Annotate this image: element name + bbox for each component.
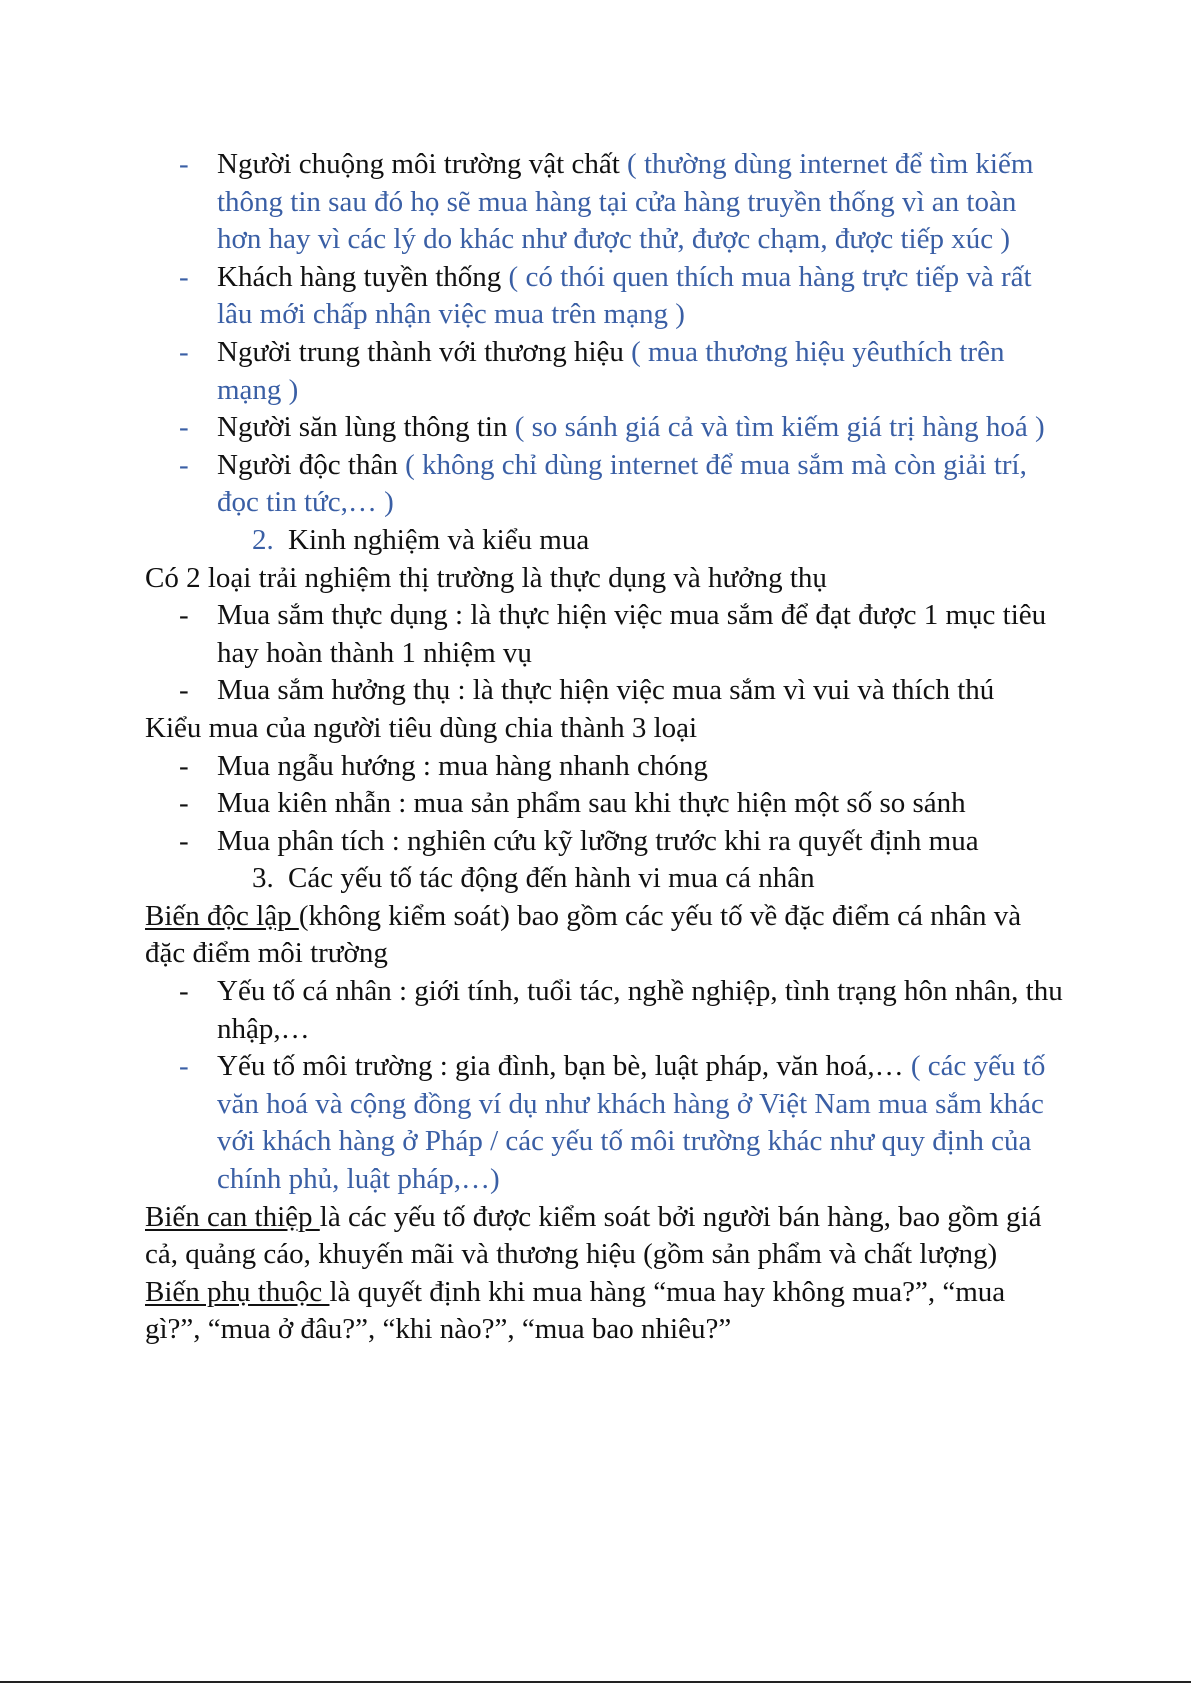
list-item <box>145 146 1065 259</box>
item-text: Người độc thân <box>217 448 406 481</box>
list-item <box>145 1048 1065 1198</box>
bullet-dash: - <box>179 674 189 707</box>
paragraph: Có 2 loại trải nghiệm thị trường là thực dụng và hưởng thụ <box>145 561 827 594</box>
term-underlined: Biến độc lập <box>145 899 299 932</box>
term-definition: là quyết định khi mua hàng “mua hay không mua?”, “mua gì?”, “mua ở đâu?”, “khi nào?”, “mua bao nhiêu?” <box>145 1275 1006 1346</box>
heading-text: Kinh nghiệm và kiểu mua <box>288 523 590 556</box>
bullet-dash: - <box>179 411 189 444</box>
bullet-dash: - <box>179 1050 189 1083</box>
item-text: Người săn lùng thông tin <box>217 411 515 444</box>
item-text: Người chuộng môi trường vật chất <box>217 148 628 180</box>
term-definition: (không kiểm soát) bao gồm các yếu tố về đặc điểm cá nhân và đặc điểm môi trường <box>145 899 1022 970</box>
paragraph: Kiểu mua của người tiêu dùng chia thành 3 loại <box>145 711 698 744</box>
bullet-dash: - <box>179 335 189 368</box>
heading-number: 3. <box>252 862 274 895</box>
item-note: ( so sánh giá cả và tìm kiếm giá trị hàng hoá ) <box>514 411 1045 444</box>
item-text: Mua ngẫu hướng : mua hàng nhanh chóng <box>217 749 708 782</box>
bullet-dash: - <box>179 975 189 1008</box>
item-note: ( có thói quen thích mua hàng trực tiếp và rất lâu mới chấp nhận việc mua trên mạng ) <box>217 260 1032 331</box>
item-text: Mua kiên nhẫn : mua sản phẩm sau khi thực hiện một số so sánh <box>217 787 966 820</box>
item-text: Mua phân tích : nghiên cứu kỹ lưỡng trước khi ra quyết định mua <box>217 824 979 857</box>
paragraph <box>145 898 1065 973</box>
term-underlined: Biến phụ thuộc <box>145 1275 330 1308</box>
term-underlined: Biến can thiệp <box>145 1200 320 1233</box>
list-item <box>145 334 1065 409</box>
section-heading <box>145 522 1065 560</box>
item-note: ( mua thương hiệu yêuthích trên mạng ) <box>217 335 1005 406</box>
heading-number: 2. <box>252 523 274 556</box>
item-text: Khách hàng tuyền thống <box>217 260 509 293</box>
section-heading <box>145 860 1065 898</box>
bullet-dash: - <box>179 260 189 293</box>
document-body <box>145 146 1065 1349</box>
heading-text: Các yếu tố tác động đến hành vi mua cá nhân <box>288 862 815 895</box>
bullet-dash: - <box>179 824 189 857</box>
paragraph <box>145 1199 1065 1274</box>
item-note: ( không chỉ dùng internet để mua sắm mà còn giải trí, đọc tin tức,… ) <box>217 448 1027 519</box>
item-text: Yếu tố cá nhân : giới tính, tuổi tác, nghề nghiệp, tình trạng hôn nhân, thu nhập,… <box>217 975 1063 1045</box>
bullet-dash: - <box>179 749 189 782</box>
bullet-dash: - <box>179 448 189 481</box>
paragraph <box>145 1274 1065 1349</box>
list-item <box>145 447 1065 522</box>
term-definition: là các yếu tố được kiểm soát bởi người bán hàng, bao gồm giá cả, quảng cáo, khuyến mãi và thương hiệu (gồm sản phẩm và chất lượng) <box>145 1200 1042 1271</box>
bullet-dash: - <box>179 148 189 180</box>
item-text: Yếu tố môi trường : gia đình, bạn bè, luật pháp, văn hoá,… <box>217 1050 911 1083</box>
list-item <box>145 785 1065 823</box>
list-item <box>145 672 1065 710</box>
list-item <box>145 748 1065 786</box>
list-item <box>145 597 1065 672</box>
list-item <box>145 409 1065 447</box>
bullet-dash: - <box>179 787 189 820</box>
list-item <box>145 973 1065 1048</box>
item-text: Người trung thành với thương hiệu <box>217 335 632 368</box>
item-note: ( các yếu tố văn hoá và cộng đồng ví dụ như khách hàng ở Việt Nam mua sắm khác với khách hàng ở Pháp / các yếu tố môi trường khác như quy định của chính phủ, luật pháp,…) <box>217 1050 1046 1196</box>
page-bottom-edge <box>0 1681 1191 1683</box>
list-item <box>145 259 1065 334</box>
item-note: ( thường dùng internet để tìm kiếm thông tin sau đó họ sẽ mua hàng tại cửa hàng truyền thống vì an toàn hơn hay vì các lý do khác như được thử, được chạm, được tiếp xúc ) <box>217 148 1034 256</box>
item-text: Mua sắm hưởng thụ : là thực hiện việc mua sắm vì vui và thích thú <box>217 674 995 707</box>
list-item <box>145 823 1065 861</box>
item-text: Mua sắm thực dụng : là thực hiện việc mua sắm để đạt được 1 mục tiêu hay hoàn thành 1 nhiệm vụ <box>217 599 1047 669</box>
bullet-dash: - <box>179 599 189 632</box>
